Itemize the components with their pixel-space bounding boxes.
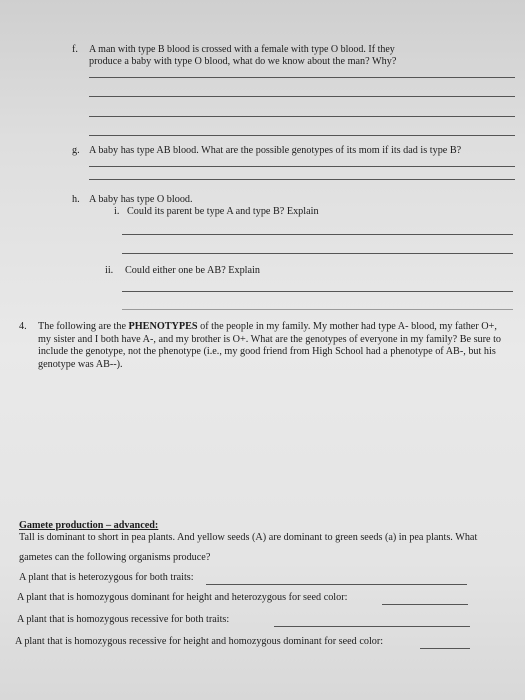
question-4-text-post: of the people in my family. My mother had type A- blood, my father O+, my sister and I both have A-, and my brother is O+. What are the genotypes of everyone in my family? Be sure to include the genotype, not the phenotype (i.e., my good friend from High School had a phenotype of AB-, but his genotype was AB--). [38,321,502,370]
question-h-text: A baby has type O blood. [89,194,193,205]
question-h-i-text: Could its parent be type A and type B? Explain [127,206,319,217]
gamete-item: A plant that is homozygous recessive for both traits: [17,614,230,625]
answer-line [122,234,513,235]
answer-line [382,604,468,605]
answer-line [122,309,513,310]
answer-line [122,291,513,292]
question-h-ii-label: ii. [105,265,114,276]
gamete-intro-line2: gametes can the following organisms produce? [19,552,211,563]
answer-line [274,626,470,627]
answer-line [89,96,515,97]
question-f-label: f. [72,44,78,55]
answer-line [89,179,515,180]
answer-line [89,166,515,167]
question-4-emphasis: PHENOTYPES [128,321,198,332]
question-g-text: A baby has type AB blood. What are the possible genotypes of its mom if its dad is type B? [89,145,462,156]
question-h-i-label: i. [114,206,120,217]
answer-line [206,584,467,585]
question-4-number: 4. [19,321,27,332]
gamete-item: A plant that is heterozygous for both traits: [19,572,194,583]
answer-line [89,77,515,78]
question-g-label: g. [72,145,80,156]
gamete-item: A plant that is homozygous recessive for height and homozygous dominant for seed color: [15,636,384,647]
gamete-heading: Gamete production – advanced: [19,520,159,531]
question-f-line1: A man with type B blood is crossed with a female with type O blood. If they [89,44,395,55]
question-4-text-pre: The following are the [38,321,129,332]
answer-line [122,253,513,254]
answer-line [420,648,470,649]
question-h-ii-text: Could either one be AB? Explain [125,265,260,276]
question-h-label: h. [72,194,80,205]
question-4-text [38,321,510,371]
gamete-item: A plant that is homozygous dominant for height and heterozygous for seed color: [17,592,348,603]
answer-line [89,116,515,117]
question-f-line2: produce a baby with type O blood, what do we know about the man? Why? [89,56,397,67]
gamete-intro-line1: Tall is dominant to short in pea plants. And yellow seeds (A) are dominant to green seeds (a) in pea plants. What [19,532,478,543]
answer-line [89,135,515,136]
